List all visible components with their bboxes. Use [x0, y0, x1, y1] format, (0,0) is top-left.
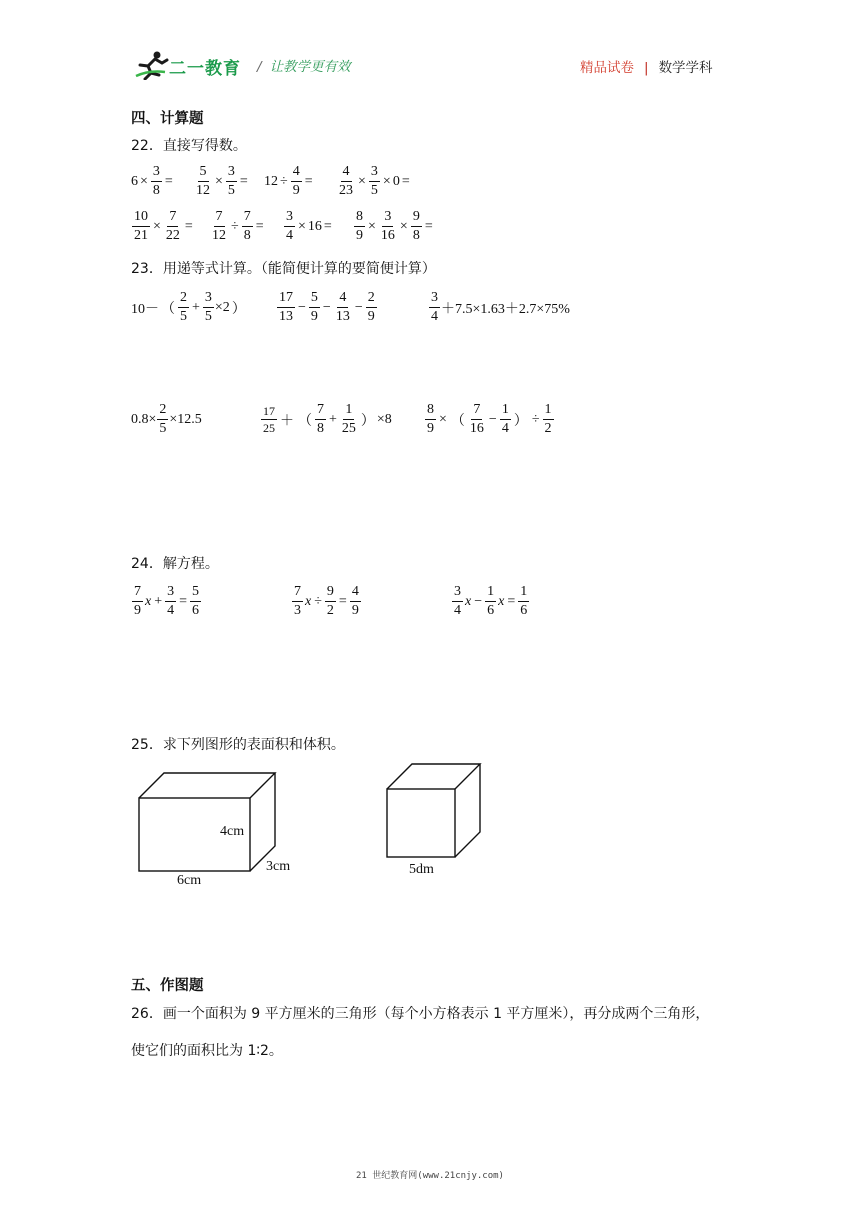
- q22-item-4: $\frac{4}{23}$ × $\frac{3}{5}$ × 0 =: [339, 164, 410, 198]
- fraction: $\frac{4}{9}$: [351, 584, 359, 618]
- fraction: $\frac{3}{8}$: [152, 164, 160, 198]
- slogan-text: 让教学更有效: [269, 59, 351, 75]
- fraction: $\frac{3}{4}$: [167, 584, 175, 618]
- fraction: $\frac{5}{9}$: [310, 290, 318, 324]
- fraction: $\frac{10}{21}$: [134, 209, 148, 243]
- fraction: $\frac{8}{9}$: [356, 209, 363, 243]
- runner-logo-icon: [135, 50, 169, 80]
- header-subject: [580, 56, 713, 76]
- q23-expression-6: $\frac{8}{9}$ × （ $\frac{7}{16}$ − $\frac{1}{4}$ ） ÷ $\frac{1}{2}$: [427, 402, 552, 436]
- logo-text: 二一教育: [169, 59, 241, 79]
- fraction: $\frac{1}{6}$: [487, 584, 495, 618]
- fraction: $\frac{3}{5}$: [227, 164, 235, 198]
- fraction: $\frac{7}{22}$: [165, 209, 180, 243]
- fraction: $\frac{7}{8}$: [317, 402, 324, 436]
- header-paper-type: 精品试卷: [580, 60, 634, 76]
- fraction: $\frac{7}{3}$: [294, 584, 301, 618]
- cube-figure: [380, 760, 490, 865]
- fraction: $\frac{5}{12}$: [196, 164, 210, 198]
- fraction: $\frac{3}{4}$: [454, 584, 461, 618]
- q22-item-5: $\frac{10}{21}$ × $\frac{7}{22}$ =: [134, 209, 193, 243]
- q22-item-8: $\frac{8}{9}$ × $\frac{3}{16}$ × $\frac{9}{8}$ =: [356, 209, 433, 243]
- fraction: $\frac{17}{13}$: [279, 290, 293, 324]
- fraction: $\frac{2}{5}$: [180, 290, 187, 324]
- header-divider: |: [644, 60, 649, 76]
- question-26-line-1: 26．画一个面积为 9 平方厘米的三角形（每个小方格表示 1 平方厘米），再分成两个三角形，: [131, 1006, 710, 1022]
- fraction: $\frac{4}{13}$: [335, 290, 350, 324]
- question-26-line-2: 使它们的面积比为 1∶2。: [131, 1043, 283, 1059]
- fraction: $\frac{7}{8}$: [243, 209, 251, 243]
- cuboid-length-label: 6cm: [177, 873, 202, 888]
- q22-item-7: $\frac{3}{4}$ × 16 =: [286, 209, 332, 243]
- section-title-4: 四、计算题: [131, 111, 204, 127]
- fraction: $\frac{4}{23}$: [339, 164, 353, 198]
- header-subject-name: 数学学科: [658, 60, 713, 76]
- fraction: $\frac{2}{9}$: [367, 290, 375, 324]
- fraction: $\frac{3}{4}$: [431, 290, 438, 324]
- q23-expression-3: $\frac{3}{4}$ ＋7.5×1.63＋2.7×75%: [431, 290, 570, 324]
- fraction: $\frac{3}{5}$: [204, 290, 212, 324]
- fraction: $\frac{7}{9}$: [134, 584, 141, 618]
- slogan-separator: /: [257, 59, 262, 75]
- q24-equation-3: $\frac{3}{4}$ x − $\frac{1}{6}$ x = $\frac{1}{6}$: [454, 584, 528, 618]
- cuboid-height-label: 4cm: [220, 824, 245, 839]
- q23-expression-2: $\frac{17}{13}$ − $\frac{5}{9}$ − $\frac{4}{13}$ − $\frac{2}{9}$: [279, 290, 375, 324]
- question-25-label: 25．求下列图形的表面积和体积。: [131, 737, 345, 753]
- fraction: $\frac{8}{9}$: [427, 402, 434, 436]
- fraction: $\frac{17}{25}$: [263, 404, 275, 435]
- fraction: $\frac{1}{25}$: [341, 402, 356, 436]
- q22-item-2: $\frac{5}{12}$ × $\frac{3}{5}$ =: [196, 164, 248, 198]
- fraction: $\frac{4}{9}$: [292, 164, 300, 198]
- q22-item-3: 12 ÷ $\frac{4}{9}$ =: [264, 164, 313, 198]
- slogan: [257, 55, 351, 75]
- q24-equation-1: $\frac{7}{9}$ x + $\frac{3}{4}$ = $\frac{5}{6}$: [134, 584, 200, 618]
- fraction: $\frac{1}{2}$: [544, 402, 552, 436]
- q22-item-1: 6 × $\frac{3}{8}$ =: [131, 164, 173, 198]
- cuboid-depth-label: 3cm: [266, 859, 291, 874]
- fraction: $\frac{5}{6}$: [192, 584, 200, 618]
- cube-edge-label: 5dm: [409, 862, 434, 877]
- q23-expression-1: 10－ （ $\frac{2}{5}$ + $\frac{3}{5}$ ×2 ）: [131, 290, 246, 324]
- fraction: $\frac{3}{16}$: [380, 209, 395, 243]
- fraction: $\frac{1}{6}$: [520, 584, 528, 618]
- fraction: $\frac{1}{4}$: [501, 402, 509, 436]
- fraction: $\frac{7}{16}$: [469, 402, 484, 436]
- fraction: $\frac{7}{12}$: [212, 209, 226, 243]
- question-23-label: 23．用递等式计算。（能简便计算的要简便计算）: [131, 261, 436, 277]
- q24-equation-2: $\frac{7}{3}$ x ÷ $\frac{9}{2}$ = $\frac{4}{9}$: [294, 584, 359, 618]
- fraction: $\frac{9}{2}$: [326, 584, 334, 618]
- q23-expression-5: $\frac{17}{25}$ ＋ （ $\frac{7}{8}$ + $\frac{1}{25}$ ） ×8: [263, 402, 392, 436]
- question-22-label: 22．直接写得数。: [131, 138, 247, 154]
- question-24-label: 24．解方程。: [131, 556, 219, 572]
- q23-expression-4: 0.8× $\frac{2}{5}$ ×12.5: [131, 402, 202, 436]
- brand-logo: [135, 50, 245, 80]
- fraction: $\frac{3}{4}$: [286, 209, 293, 243]
- fraction: $\frac{2}{5}$: [159, 402, 167, 436]
- fraction: $\frac{9}{8}$: [412, 209, 420, 243]
- section-title-5: 五、作图题: [131, 978, 204, 994]
- fraction: $\frac{3}{5}$: [370, 164, 378, 198]
- page-footer: 21 世纪教育网(www.21cnjy.com): [356, 1171, 504, 1181]
- q22-item-6: $\frac{7}{12}$ ÷ $\frac{7}{8}$ =: [212, 209, 264, 243]
